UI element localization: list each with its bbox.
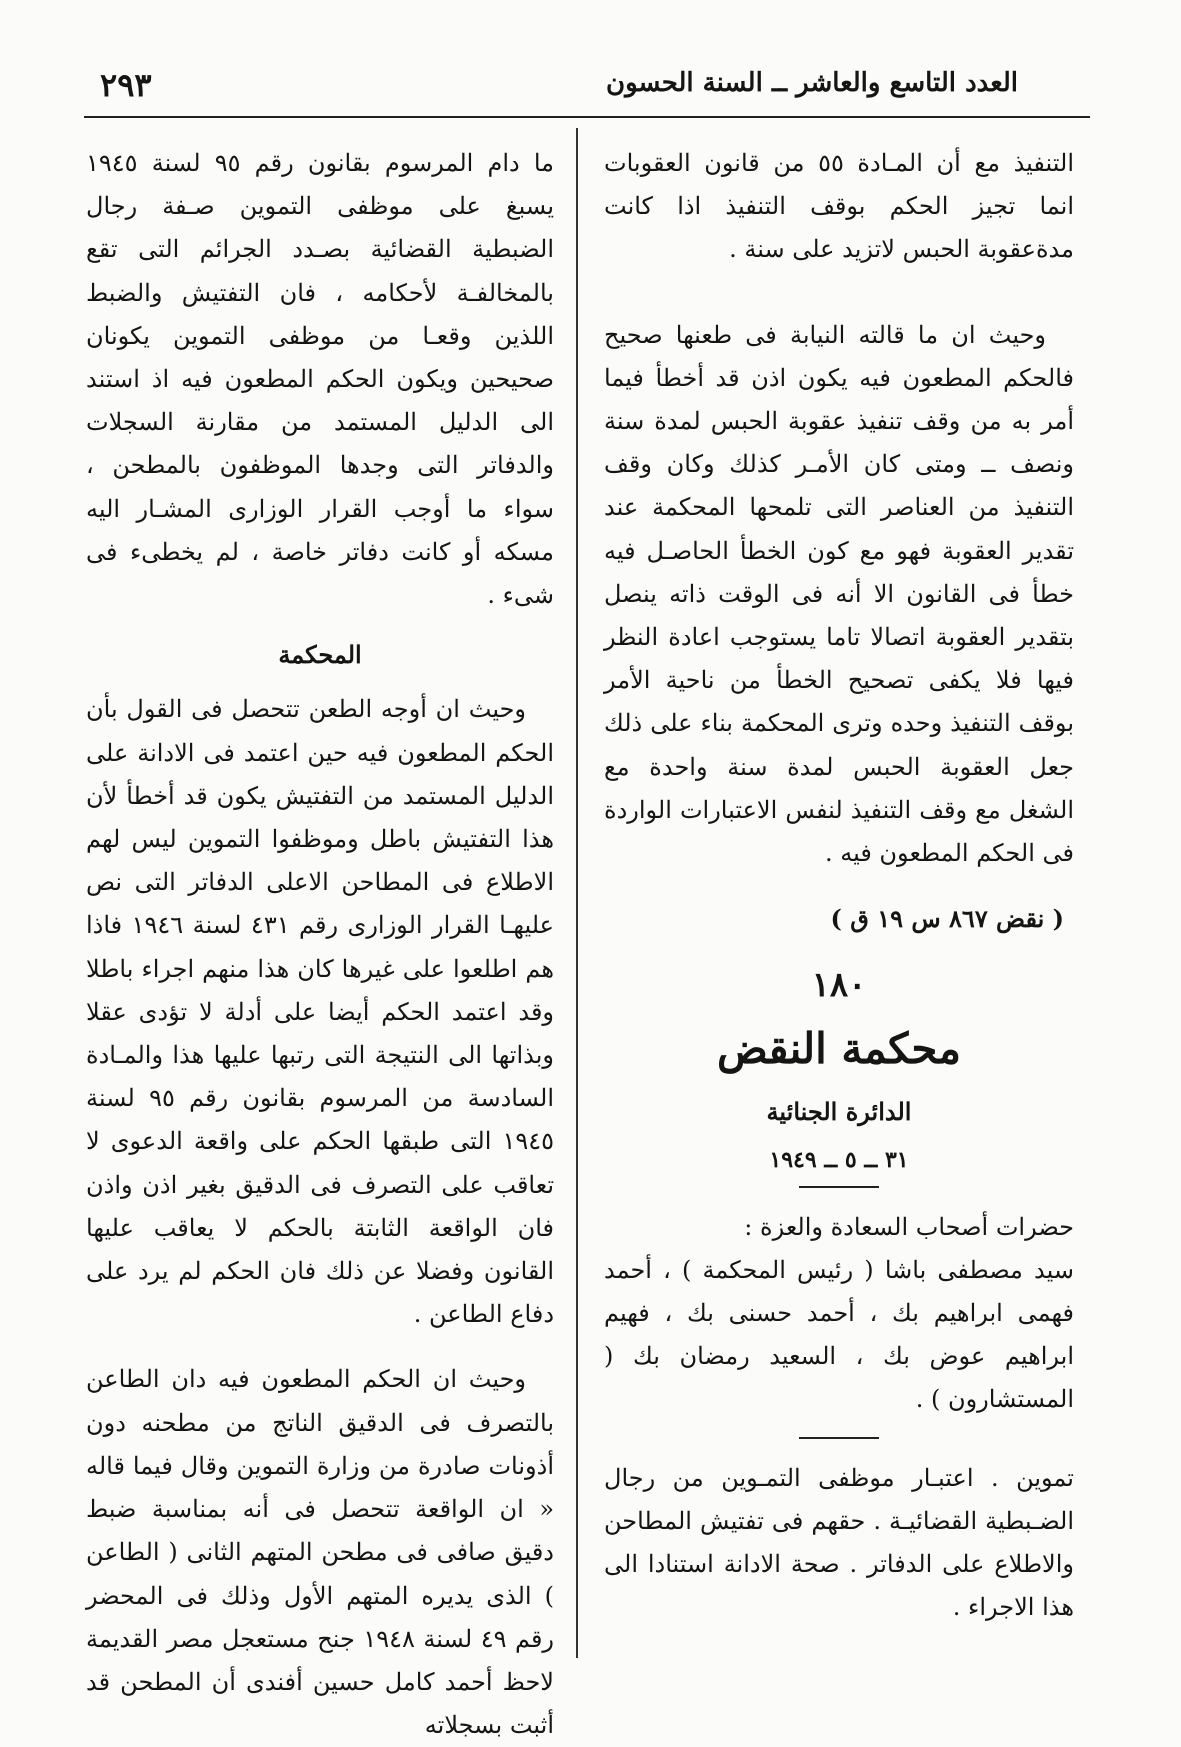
right-paragraph-2: وحيث ان ما قالته النيابة فى طعنها صحيح فالحكم المطعون فيه يكون اذن قد أخطأ فيما أمر به من وقف تنفيذ عقوبة الحبس لمدة سنة ونصف ــ ومتى كان الأمـر كذلك وكان وقف التنفيذ من العناصر التى تلمحها المحكمة عند تقدير العقوبة فهو مع كون الخطأ الحاصـل فيه خطأ فى القانون الا أنه فى الوقت ذاته ينصل بتقدير العقوبة اتصالا تاما يستوجب اعادة النظر فيها فلا يكفى تصحيح الخطأ من ناحية الأمر بوقف التنفيذ وحده وترى المحكمة بناء على ذلك جعل العقوبة الحبس لمدة سنة واحدة مع الشغل مع وقف التنفيذ لنفس الاعتبارات الواردة فى الحكم المطعون فيه . <box>604 320 1075 868</box>
left-paragraph-1: ما دام المرسوم بقانون رقم ٩٥ لسنة ١٩٤٥ يسبغ على موظفى التموين صـفة رجال الضبطية القضائية بصـدد الجرائم التى تقع بالمخالفـة لأحكامه ، فان التفتيش والضبط اللذين وقعـا من موظفى التموين يكونان صحيحين ويكون الحكم المطعون فيه اذ استند الى الدليل المستمد من مقارنة السجلات والدفاتر التى وجدها الموظفون بالمطحن ، سواء ما أوجب القرار الوزارى المشـار اليه مسكه أو كانت دفاتر خاصة ، لم يخطىء فى شىء . <box>86 149 554 610</box>
right-column <box>604 142 1074 1629</box>
right-paragraph-1: التنفيذ مع أن المـادة ٥٥ من قانون العقوبات انما تجيز الحكم بوقف التنفيذ اذا كانت مدةعقوبة الحبس لاتزيد على سنة . <box>604 149 1075 264</box>
case-summary: تموين . اعتبـار موظفى التمـوين من رجال الضـبطية القضائيـة . حقهم فى تفتيش المطاحن والاطلاع على الدفاتر . صحة الادانة استنادا الى هذا الاجراء . <box>604 1464 1074 1622</box>
column-divider <box>576 128 578 1658</box>
left-paragraph-3: وحيث ان الحكم المطعون فيه دان الطاعن بالتصرف فى الدقيق الناتج من مطحنه دون أذونات صادرة من وزارة التموين وقال فيما قاله « ان الواقعة تتحصل فى أنه بمناسبة ضبط دقيق صافى فى مطحن المتهم الثانى ( الطاعن ) الذى يديره المتهم الأول وذلك فى المحضر رقم ٤٩ لسنة ١٩٤٨ جنح مستعجل مصر القديمة لاحظ أحمد كامل حسين أفندى أن المطحن قد أثبت بسجلاته <box>86 1365 555 1740</box>
page-header <box>84 60 1090 110</box>
chamber: الدائرة الجنائية <box>766 1096 912 1126</box>
judges-list: سيد مصطفى باشا ( رئيس المحكمة ) ، أحمد فهمى ابراهيم بك ، أحمد حسنى بك ، فهيم ابراهيم عوض بك ، السعيد رمضان بك ( المستشارون ) . <box>604 1256 1074 1414</box>
session-date: ٣١ ــ ٥ ــ ١٩٤٩ <box>769 1146 909 1173</box>
left-paragraph-2: وحيث ان أوجه الطعن تتحصل فى القول بأن الحكم المطعون فيه حين اعتمد فى الادانة على الدليل المستمد من التفتيش يكون قد أخطأ لأن هذا التفتيش باطل وموظفوا التموين ليس لهم الاطلاع فى المطاحن الاعلى الدفاتر التى نص عليهـا القرار الوزارى رقم ٤٣١ لسنة ١٩٤٦ فاذا هم اطلعوا على غيرها كان هذا منهم اجراء باطلا وقد اعتمد الحكم أيضا على أدلة لا تؤدى عقلا وبذاتها الى النتيجة التى رتبها عليها هذا والمـادة السادسة من المرسوم بقانون رقم ٩٥ لسنة ١٩٤٥ التى طبقها الحكم على واقعة الدعوى لا تعاقب على التصرف فى الدقيق بغير اذن واذن فان الواقعة الثابتة بالحكم لا يعاقب عليها القانون وفضلا عن ذلك فان الحكم لم يرد على دفاع الطاعن . <box>86 695 554 1329</box>
header-rule <box>84 116 1090 118</box>
section-title: المحكمة <box>278 640 362 670</box>
page-number: ٢٩٣ <box>100 66 152 104</box>
left-column <box>86 142 554 1747</box>
court-name: محكمة النقض <box>716 1023 962 1073</box>
short-rule <box>799 1437 879 1439</box>
short-rule <box>799 1186 879 1188</box>
judges-intro: حضرات أصحاب السعادة والعزة : <box>744 1213 1074 1242</box>
running-head: العدد التاسع والعاشر ــ السنة الحسون <box>605 68 1018 98</box>
citation: ( نقض ٨٦٧ س ١٩ ق ) <box>830 904 1064 934</box>
case-number: ١٨٠ <box>811 965 867 1006</box>
